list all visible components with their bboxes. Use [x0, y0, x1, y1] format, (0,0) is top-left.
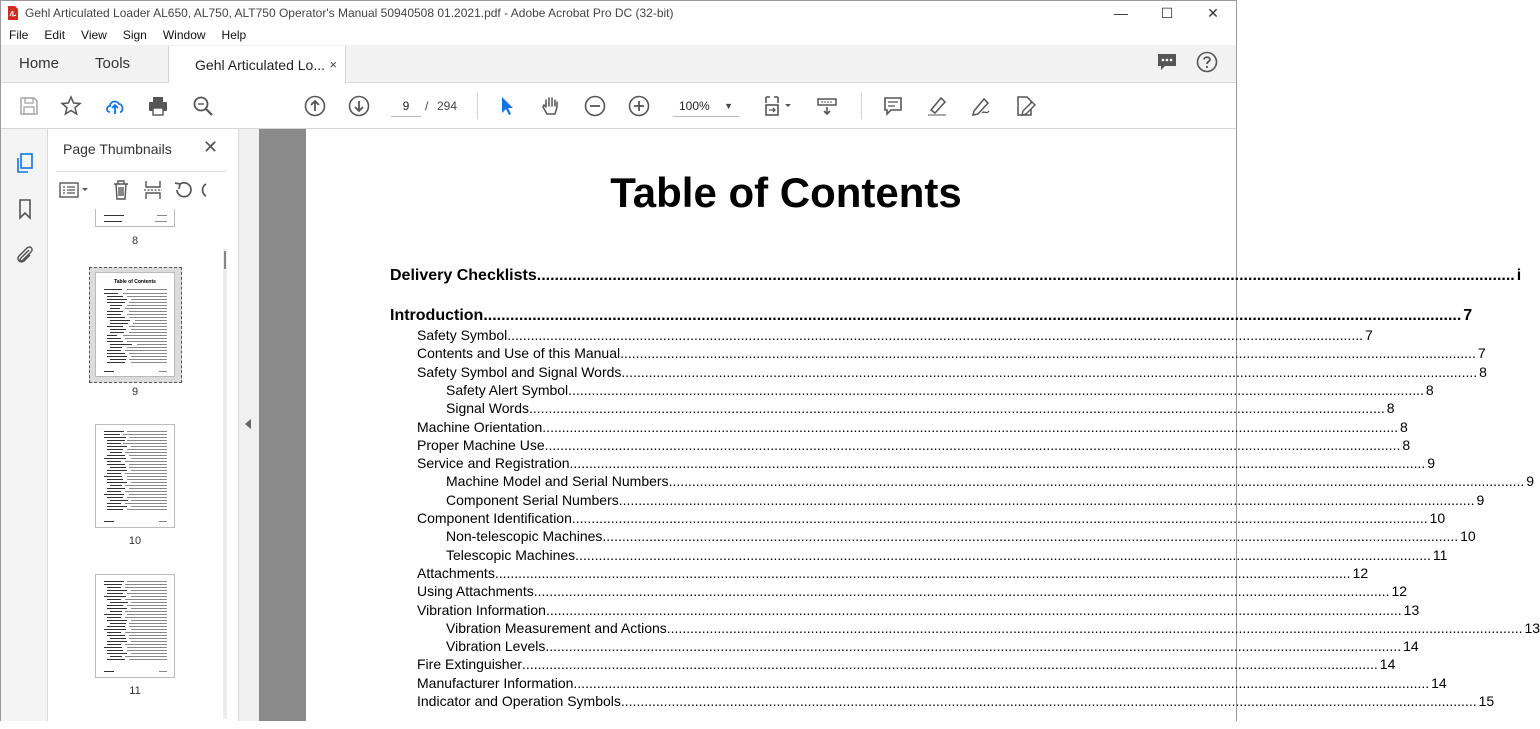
toc-entry-label: Delivery Checklists — [390, 267, 537, 285]
tab-tools[interactable]: Tools — [77, 45, 148, 82]
toc-entry-page: 14 — [1378, 656, 1396, 672]
toc-leader-dots: ............................................................................................................................................................................................................................ — [568, 382, 1424, 398]
zoom-level-value: 100% — [679, 99, 710, 113]
panel-title: Page Thumbnails — [63, 141, 172, 157]
comments-chat-icon[interactable] — [1156, 52, 1178, 75]
toolbar-divider — [861, 93, 862, 119]
document-viewport[interactable] — [259, 129, 1236, 721]
page-thumbnail-8[interactable] — [95, 209, 175, 227]
toc-entry-page: 7 — [1461, 307, 1472, 325]
toc-entry-label: Attachments — [417, 565, 495, 581]
title-bar — [1, 1, 1236, 25]
toc-leader-dots: ............................................................................................................................................................................................................................ — [483, 307, 1461, 325]
extract-pages-icon[interactable] — [138, 178, 168, 202]
toc-entry[interactable] — [417, 675, 1179, 691]
toc-leader-dots: ............................................................................................................................................................................................................................ — [602, 528, 1458, 544]
toc-entry[interactable] — [417, 364, 1179, 380]
total-pages: 294 — [437, 95, 457, 117]
thumbnail-label: 10 — [95, 535, 175, 547]
delete-page-icon[interactable] — [104, 178, 138, 202]
zoom-out-icon[interactable] — [583, 94, 607, 118]
toc-entry-page: 9 — [1524, 473, 1534, 489]
toc-entry-label: Proper Machine Use — [417, 437, 545, 453]
toc-entry-label: Service and Registration — [417, 455, 570, 471]
toc-entry-page: 10 — [1428, 510, 1446, 526]
toc-leader-dots: ............................................................................................................................................................................................................................ — [534, 583, 1390, 599]
tab-home[interactable]: Home — [1, 45, 77, 82]
toc-entry[interactable] — [417, 602, 1179, 618]
toc-entry-page: 10 — [1458, 528, 1476, 544]
toc-leader-dots: ............................................................................................................................................................................................................................ — [507, 327, 1363, 343]
toc-leader-dots: ............................................................................................................................................................................................................................ — [546, 602, 1402, 618]
tab-document[interactable] — [168, 46, 346, 83]
toc-leader-dots: ............................................................................................................................................................................................................................ — [621, 364, 1477, 380]
thumbnail-label: 8 — [95, 235, 175, 247]
toc-entry-page: 15 — [1477, 693, 1495, 709]
toc-entry[interactable] — [417, 419, 1179, 435]
page-thumbnails-icon[interactable] — [13, 151, 37, 175]
help-icon[interactable] — [1196, 51, 1218, 76]
toc-entry[interactable] — [446, 528, 1179, 544]
toc-entry[interactable] — [417, 656, 1179, 672]
edit-pdf-icon[interactable] — [1013, 94, 1037, 118]
toc-entry-page: 9 — [1474, 492, 1484, 508]
prev-page-icon[interactable] — [303, 94, 327, 118]
toc-entry[interactable] — [446, 492, 1179, 508]
toc-leader-dots: ............................................................................................................................................................................................................................ — [573, 675, 1429, 691]
panel-scrollbar[interactable] — [223, 249, 227, 719]
toc-leader-dots: ............................................................................................................................................................................................................................ — [545, 437, 1401, 453]
toc-entry[interactable] — [417, 565, 1179, 581]
toc-entry-label: Safety Symbol — [417, 327, 507, 343]
toc-entry-label: Manufacturer Information — [417, 675, 573, 691]
minimize-button[interactable]: — — [1098, 1, 1144, 25]
toc-entry-label: Using Attachments — [417, 583, 534, 599]
toc-entry-label: Signal Words — [446, 400, 529, 416]
chevron-down-icon: ▼ — [724, 95, 733, 117]
toc-entry-page: 14 — [1429, 675, 1447, 691]
toc-entry[interactable] — [446, 400, 1179, 416]
toc-entry-page: 13 — [1402, 602, 1420, 618]
highlight-pen-icon[interactable] — [925, 94, 949, 118]
toc-entry[interactable] — [417, 455, 1179, 471]
tab-bar — [1, 45, 1236, 83]
toc-entry-page: 7 — [1363, 327, 1373, 343]
thumbnail-options-icon[interactable] — [56, 178, 92, 202]
toc-leader-dots: ............................................................................................................................................................................................................................ — [537, 267, 1515, 285]
menu-file[interactable]: File — [1, 28, 36, 42]
zoom-in-icon[interactable] — [627, 94, 651, 118]
toc-entry-label: Machine Model and Serial Numbers — [446, 473, 669, 489]
toc-entry-page: 8 — [1400, 437, 1410, 453]
toc-entry[interactable] — [417, 693, 1179, 709]
print-icon[interactable] — [146, 94, 170, 118]
toc-entry[interactable] — [417, 345, 1179, 361]
toolbar-divider — [477, 93, 478, 119]
thumbnail-label: 11 — [95, 685, 175, 697]
menu-edit[interactable]: Edit — [36, 28, 73, 42]
toc-entry[interactable] — [390, 267, 1179, 285]
toc-entry-label: Vibration Information — [417, 602, 546, 618]
toc-entry-label: Machine Orientation — [417, 419, 542, 435]
hand-icon[interactable] — [539, 94, 563, 118]
toc-entry-page: 9 — [1425, 455, 1435, 471]
toc-entry-label: Vibration Levels — [446, 638, 545, 654]
toc-entry-label: Safety Alert Symbol — [446, 382, 568, 398]
menu-view[interactable]: View — [73, 28, 115, 42]
toc-entry-page: 7 — [1476, 345, 1486, 361]
toc-entry-label: Non-telescopic Machines — [446, 528, 602, 544]
toc-entry[interactable] — [390, 307, 1179, 325]
toc-entry-page: 8 — [1424, 382, 1434, 398]
toc-leader-dots: ............................................................................................................................................................................................................................ — [542, 419, 1398, 435]
select-arrow-icon[interactable] — [495, 94, 519, 118]
menu-help[interactable]: Help — [214, 28, 255, 42]
toc-entry-page: 12 — [1389, 583, 1407, 599]
page-thumbnail-11[interactable] — [95, 574, 175, 678]
toc-leader-dots: ............................................................................................................................................................................................................................ — [522, 656, 1378, 672]
comment-icon[interactable] — [881, 94, 905, 118]
toc-entry-label: Indicator and Operation Symbols — [417, 693, 621, 709]
panel-toolbar — [56, 175, 228, 205]
panel-collapse-gutter[interactable] — [239, 129, 259, 721]
tab-document-label: Gehl Articulated Lo... — [195, 57, 325, 73]
toc-entry[interactable] — [446, 473, 1179, 489]
toc-entry[interactable] — [446, 382, 1179, 398]
toc-entry-label: Telescopic Machines — [446, 547, 575, 563]
toc-leader-dots: ............................................................................................................................................................................................................................ — [545, 638, 1401, 654]
toc-entry-page: 11 — [1431, 547, 1448, 563]
pdf-page — [306, 129, 1236, 729]
page-number-input[interactable]: 9 — [391, 95, 421, 117]
toc-entry[interactable] — [417, 583, 1179, 599]
toc-entry[interactable] — [417, 510, 1179, 526]
more-tools-icon[interactable] — [198, 178, 208, 202]
menu-sign[interactable]: Sign — [115, 28, 155, 42]
page-separator: / — [425, 95, 428, 117]
toc-leader-dots: ............................................................................................................................................................................................................................ — [572, 510, 1428, 526]
toc-entry-label: Component Serial Numbers — [446, 492, 619, 508]
toc-entry-page: 8 — [1477, 364, 1487, 380]
acrobat-logo-icon — [7, 6, 19, 20]
page-thumbnail-10[interactable] — [95, 424, 175, 528]
close-window-button[interactable]: ✕ — [1190, 1, 1236, 25]
toc-entry-page: 12 — [1351, 565, 1369, 581]
toc-leader-dots: ............................................................................................................................................................................................................................ — [620, 345, 1476, 361]
scroll-mode-icon[interactable] — [815, 94, 839, 118]
toc-leader-dots: ............................................................................................................................................................................................................................ — [621, 693, 1477, 709]
toc-leader-dots: ............................................................................................................................................................................................................................ — [667, 620, 1523, 636]
toc-entry-label: Introduction — [390, 307, 483, 325]
document-heading: Table of Contents — [306, 169, 1266, 217]
bookmark-star-icon[interactable] — [59, 94, 83, 118]
main-toolbar — [1, 83, 1236, 129]
zoom-level-select[interactable] — [673, 95, 739, 117]
toc-entry-page: 8 — [1385, 400, 1395, 416]
toc-entry[interactable] — [417, 437, 1179, 453]
toc-entry-label: Contents and Use of this Manual — [417, 345, 620, 361]
attachments-paperclip-icon[interactable] — [13, 243, 37, 267]
toc-entry[interactable] — [446, 547, 1179, 563]
upload-cloud-icon[interactable] — [103, 94, 127, 118]
bookmarks-icon[interactable] — [13, 197, 37, 221]
toc-entry[interactable] — [417, 327, 1179, 343]
toc-entry-page: 14 — [1401, 638, 1419, 654]
tab-close-icon[interactable]: × — [329, 57, 337, 72]
toc-leader-dots: ............................................................................................................................................................................................................................ — [669, 473, 1525, 489]
toc-entry-label: Component Identification — [417, 510, 572, 526]
rotate-page-icon[interactable] — [168, 178, 198, 202]
thumbnail-label: 9 — [95, 386, 175, 398]
toc-entry-page: i — [1515, 267, 1521, 285]
left-navigation-rail — [1, 129, 48, 721]
toc-entry-label: Vibration Measurement and Actions — [446, 620, 667, 636]
toc-leader-dots: ............................................................................................................................................................................................................................ — [575, 547, 1431, 563]
close-panel-icon[interactable]: ✕ — [203, 137, 218, 158]
window-title: Gehl Articulated Loader AL650, AL750, ALT750 Operator's Manual 50940508 01.2021.pdf - Adobe Acrobat Pro DC (32-bit) — [25, 6, 674, 20]
toc-entry-label: Safety Symbol and Signal Words — [417, 364, 621, 380]
collapse-arrow-icon[interactable] — [245, 419, 251, 429]
toc-leader-dots: ............................................................................................................................................................................................................................ — [570, 455, 1426, 471]
save-icon[interactable] — [17, 94, 41, 118]
toc-entry-label: Fire Extinguisher — [417, 656, 522, 672]
toc-entry[interactable] — [446, 638, 1179, 654]
toc-entry[interactable] — [446, 620, 1179, 636]
toc-entry-page: 8 — [1398, 419, 1408, 435]
page-fit-icon[interactable] — [761, 94, 795, 118]
toc-leader-dots: ............................................................................................................................................................................................................................ — [529, 400, 1385, 416]
menu-window[interactable]: Window — [155, 28, 214, 42]
panel-scrollbar-thumb[interactable] — [224, 251, 226, 269]
sign-icon[interactable] — [969, 94, 993, 118]
search-zoom-icon[interactable] — [191, 94, 215, 118]
maximize-button[interactable]: ☐ — [1144, 1, 1190, 25]
page-thumbnail-9[interactable]: Table of Contents — [95, 272, 175, 377]
panel-divider — [56, 171, 226, 172]
next-page-icon[interactable] — [347, 94, 371, 118]
page-thumbnails-panel — [48, 129, 239, 721]
menu-bar — [1, 25, 1236, 45]
toc-entry-page: 13 — [1523, 620, 1540, 636]
toc-leader-dots: ............................................................................................................................................................................................................................ — [495, 565, 1351, 581]
toc-leader-dots: ............................................................................................................................................................................................................................ — [619, 492, 1475, 508]
